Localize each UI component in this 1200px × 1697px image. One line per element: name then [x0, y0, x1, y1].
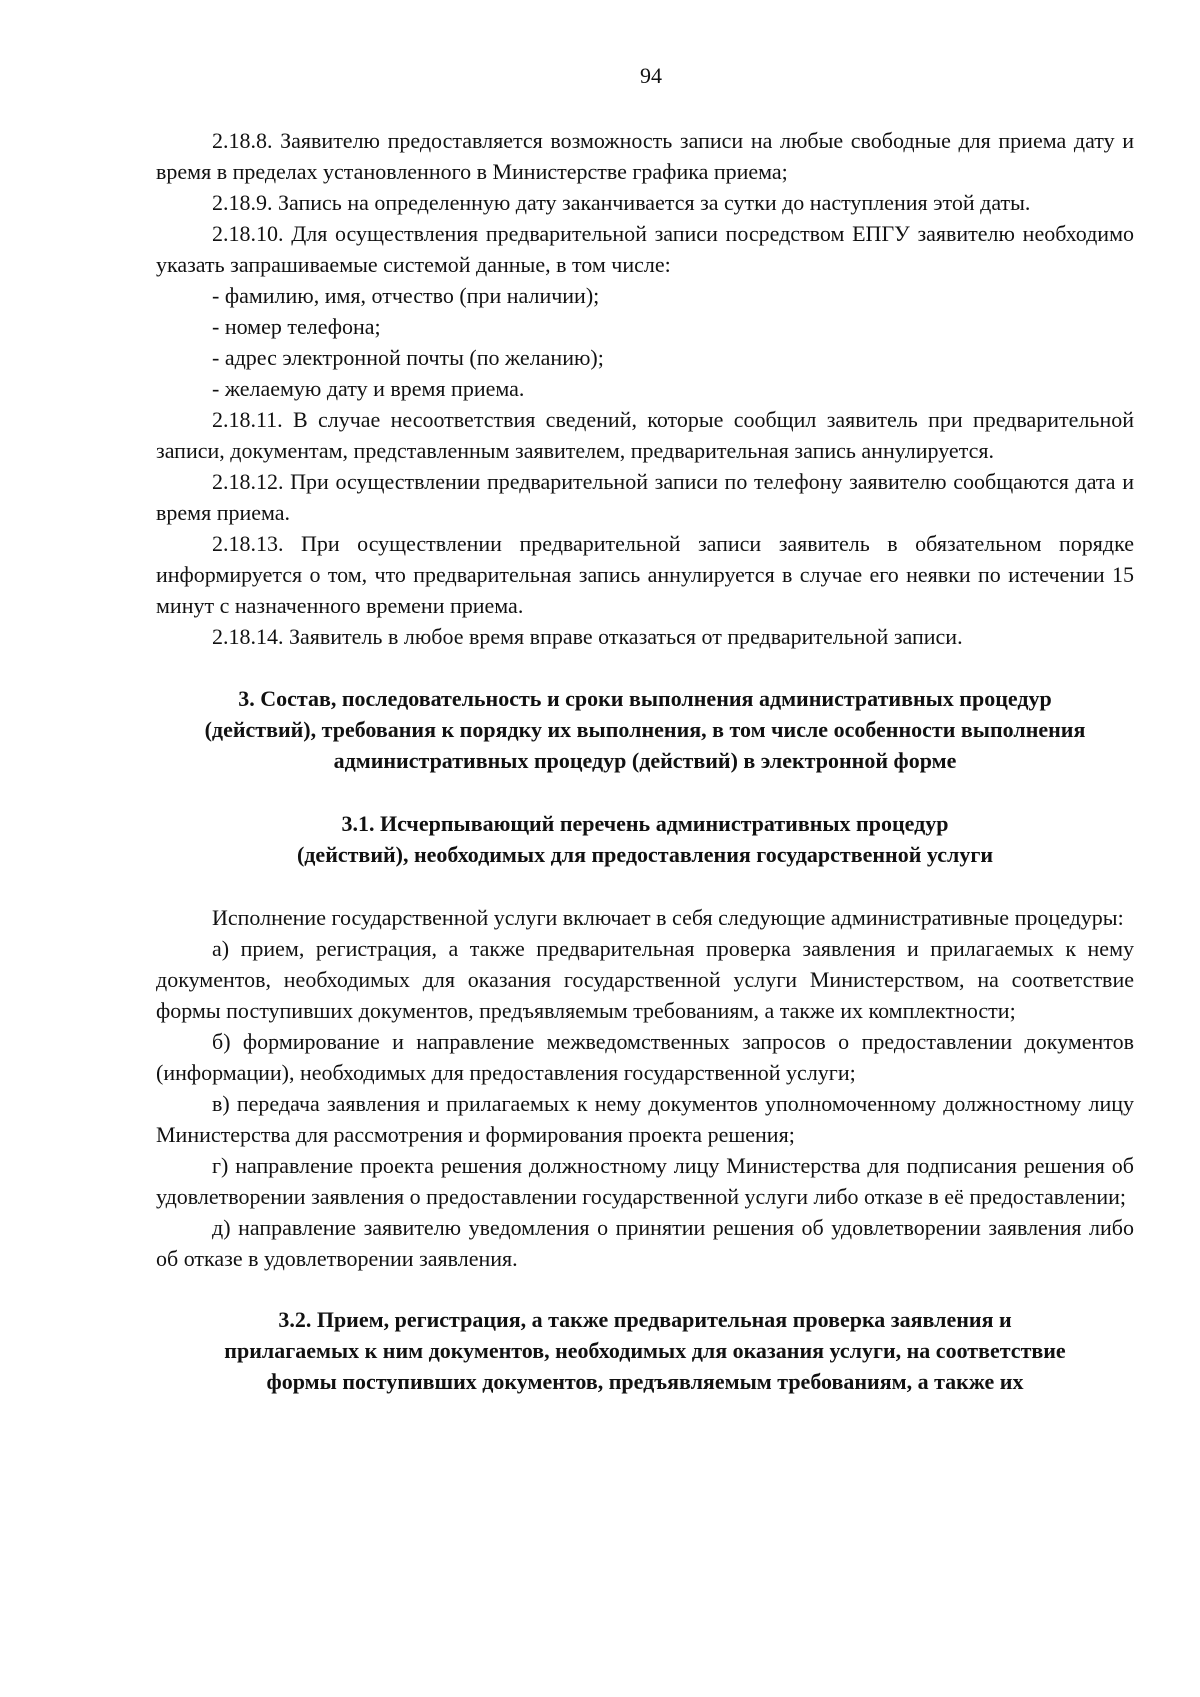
section-3-2-heading: [156, 1304, 1134, 1397]
paragraph-procedure-b: б) формирование и направление межведомственных запросов о предоставлении документов (информации), необходимых для предоставления государственной услуги;: [156, 1029, 1134, 1085]
list-item-phone: - номер телефона;: [212, 314, 381, 339]
list-item-full-name: - фамилию, имя, отчество (при наличии);: [212, 283, 600, 308]
paragraph-2-18-10: 2.18.10. Для осуществления предварительной записи посредством ЕПГУ заявителю необходимо указать запрашиваемые системой данные, в том числе:: [156, 221, 1134, 277]
paragraph-2-18-8: 2.18.8. Заявителю предоставляется возможность записи на любые свободные для приема дату и время в пределах установленного в Министерстве графика приема;: [156, 128, 1134, 184]
list-item-email: - адрес электронной почты (по желанию);: [212, 345, 604, 370]
paragraph-procedure-g: г) направление проекта решения должностному лицу Министерства для подписания решения об удовлетворении заявления о предоставлении государственной услуги либо отказе в её предоставлении;: [156, 1153, 1134, 1209]
paragraph-2-18-14: 2.18.14. Заявитель в любое время вправе отказаться от предварительной записи.: [212, 624, 963, 649]
paragraph-procedures-intro: Исполнение государственной услуги включает в себя следующие административные процедуры:: [212, 905, 1124, 930]
paragraph-2-18-9: 2.18.9. Запись на определенную дату заканчивается за сутки до наступления этой даты.: [212, 190, 1031, 215]
page-number: 94: [640, 63, 662, 88]
section-3-2-heading-line: 3.2. Прием, регистрация, а также предварительная проверка заявления и: [278, 1307, 1012, 1332]
paragraph-2-18-13: 2.18.13. При осуществлении предварительной записи заявитель в обязательном порядке информируется о том, что предварительная запись аннулируется в случае его неявки по истечении 15 минут с назначенного времени приема.: [156, 531, 1134, 618]
section-3-heading: [156, 683, 1134, 776]
list-item-date-time: - желаемую дату и время приема.: [212, 376, 525, 401]
section-3-1-heading: [156, 808, 1134, 870]
section-3-heading-line: (действий), требования к порядку их выполнения, в том числе особенности выполнения: [204, 717, 1086, 742]
paragraph-procedure-v: в) передача заявления и прилагаемых к нему документов уполномоченному должностному лицу Министерства для рассмотрения и формирования проекта решения;: [156, 1091, 1134, 1147]
section-3-heading-line: административных процедур (действий) в электронной форме: [333, 748, 957, 773]
paragraph-2-18-12: 2.18.12. При осуществлении предварительной записи по телефону заявителю сообщаются дата и время приема.: [156, 469, 1134, 525]
section-3-1-body: [156, 902, 1134, 1274]
paragraph-procedure-d: д) направление заявителю уведомления о принятии решения об удовлетворении заявления либо об отказе в удовлетворении заявления.: [156, 1215, 1134, 1271]
section-3-2-heading-line: формы поступивших документов, предъявляемым требованиям, а также их: [266, 1369, 1024, 1394]
section-3-1-heading-line: (действий), необходимых для предоставления государственной услуги: [296, 842, 994, 867]
paragraph-procedure-a: а) прием, регистрация, а также предварительная проверка заявления и прилагаемых к нему документов, необходимых для оказания государственной услуги Министерством, на соответствие формы поступивших документов, предъявляемым требованиям, а также их комплектности;: [156, 936, 1134, 1023]
document-page: [156, 62, 1134, 1397]
section-3-1-heading-line: 3.1. Исчерпывающий перечень административных процедур: [341, 811, 949, 836]
section-3-heading-line: 3. Состав, последовательность и сроки выполнения административных процедур: [238, 686, 1052, 711]
section-3-2-heading-line: прилагаемых к ним документов, необходимых для оказания услуги, на соответствие: [224, 1338, 1066, 1363]
paragraph-2-18-11: 2.18.11. В случае несоответствия сведений, которые сообщил заявитель при предварительной записи, документам, представленным заявителем, предварительная запись аннулируется.: [156, 407, 1134, 463]
